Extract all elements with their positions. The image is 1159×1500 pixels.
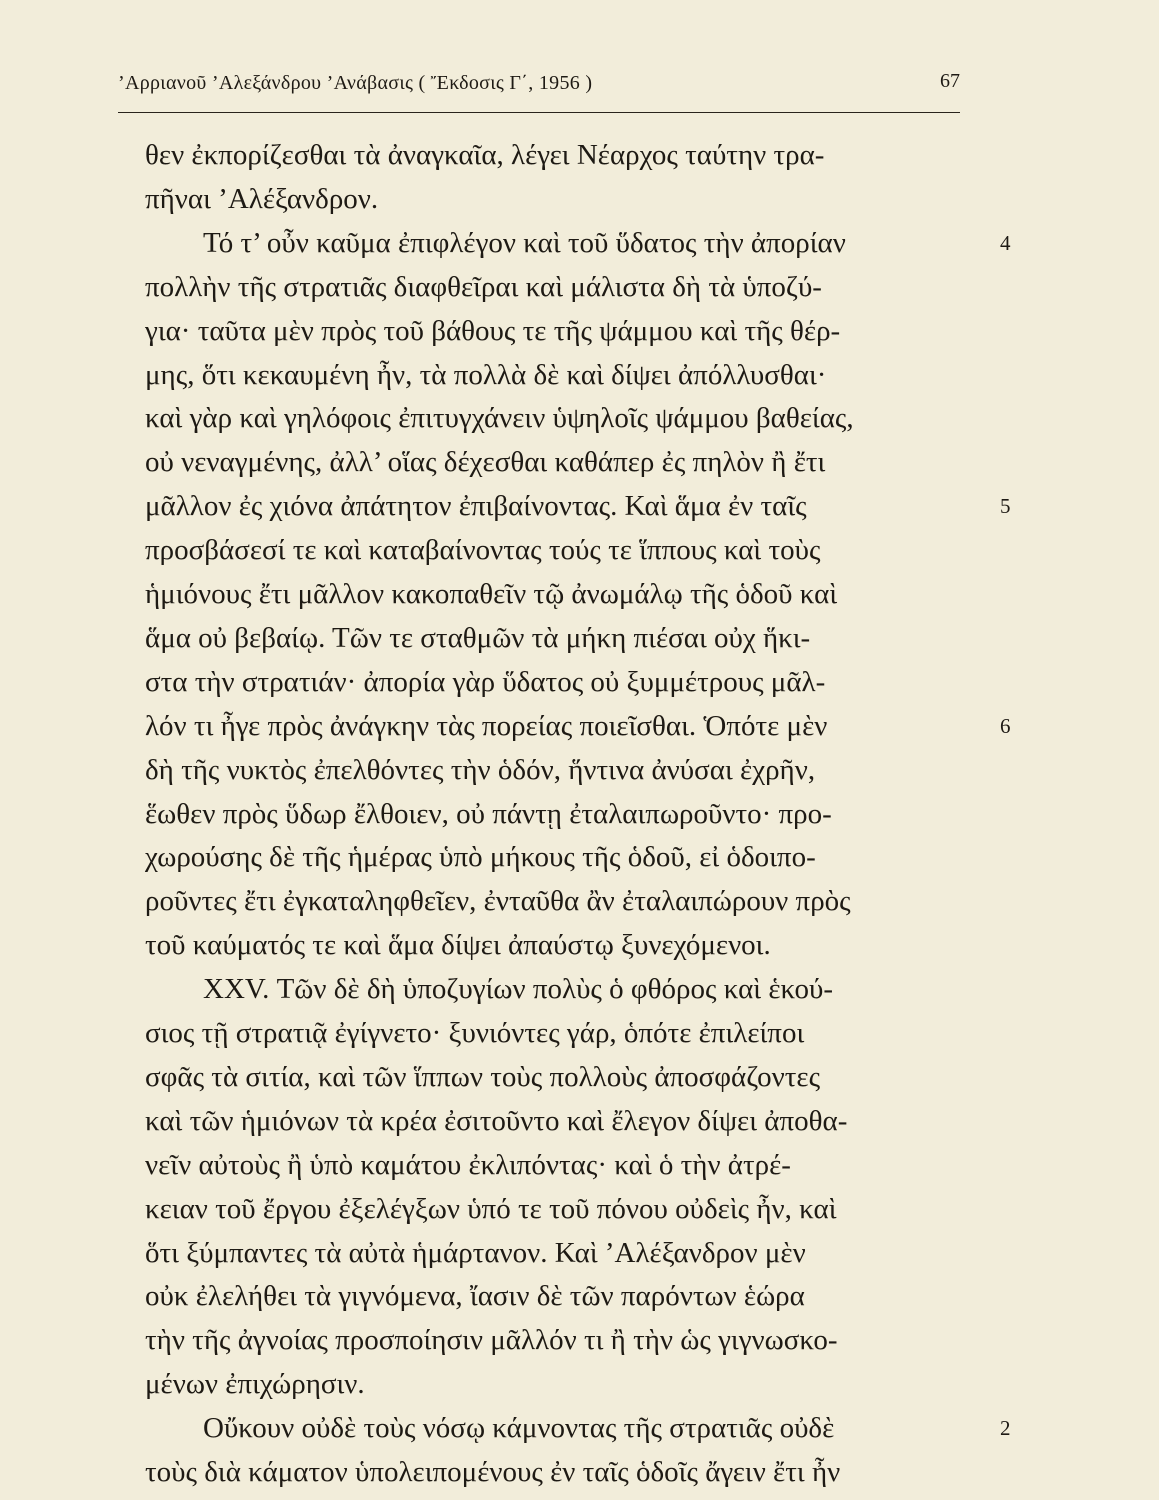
page-number: 67	[940, 70, 960, 92]
section-number: 4	[1000, 230, 1011, 255]
text-line: μένων ἐπιχώρησιν.	[145, 1368, 365, 1401]
text-line: σφᾶς τὰ σιτία, καὶ τῶν ἵππων τοὺς πολλοὺς ἀποσφάζοντες	[145, 1060, 821, 1093]
text-line: Τό τ’ οὖν καῦμα ἐπιφλέγον καὶ τοῦ ὕδατος τὴν ἀπορίαν	[203, 226, 846, 259]
text-line: τοῦ καύματός τε καὶ ἅμα δίψει ἀπαύστῳ ξυνεχόμενοι.	[145, 929, 771, 962]
text-line: μᾶλλον ἐς χιόνα ἀπάτητον ἐπιβαίνοντας. Καὶ ἅμα ἐν ταῖς	[145, 490, 807, 523]
text-line: οὐ νεναγμένης, ἀλλ’ οἵας δέχεσθαι καθάπερ ἐς πηλὸν ἢ ἔτι	[145, 446, 826, 479]
text-line: χωρούσης δὲ τῆς ἡμέρας ὑπὸ μήκους τῆς ὁδοῦ, εἰ ὁδοιπο-	[145, 841, 816, 874]
text-line: ἅμα οὐ βεβαίῳ. Τῶν τε σταθμῶν τὰ μήκη πιέσαι οὐχ ἥκι-	[145, 621, 811, 654]
text-line: κειαν τοῦ ἔργου ἐξελέγξων ὑπό τε τοῦ πόνου οὐδεὶς ἦν, καὶ	[145, 1192, 837, 1225]
section-number: 2	[1000, 1416, 1011, 1441]
text-line: προσβάσεσί τε καὶ καταβαίνοντας τούς τε ἵππους καὶ τοὺς	[145, 534, 821, 567]
section-number: 5	[1000, 494, 1011, 519]
section-number: 6	[1000, 713, 1011, 738]
text-line: τοὺς διὰ κάματον ὑπολειπομένους ἐν ταῖς ὁδοῖς ἄγειν ἔτι ἦν	[145, 1456, 841, 1488]
text-line: μης, ὅτι κεκαυμένη ἦν, τὰ πολλὰ δὲ καὶ δίψει ἀπόλλυσθαι·	[145, 358, 827, 391]
text-line: για· ταῦτα μὲν πρὸς τοῦ βάθους τε τῆς ψάμμου καὶ τῆς θέρ-	[145, 314, 841, 347]
text-line: νεῖν αὐτοὺς ἢ ὑπὸ καμάτου ἐκλιπόντας· καὶ ὁ τὴν ἀτρέ-	[145, 1148, 791, 1181]
text-line: σιος τῇ στρατιᾷ ἐγίγνετο· ξυνιόντες γάρ, ὁπότε ἐπιλείποι	[145, 1017, 805, 1049]
text-line: τὴν τῆς ἀγνοίας προσποίησιν μᾶλλόν τι ἢ τὴν ὡς γιγνωσκο-	[145, 1324, 838, 1357]
text-line: καὶ τῶν ἡμιόνων τὰ κρέα ἐσιτοῦντο καὶ ἔλεγον δίψει ἀποθα-	[145, 1104, 848, 1137]
text-line: πῆναι ’Αλέξανδρον.	[145, 182, 379, 215]
text-line: πολλὴν τῆς στρατιᾶς διαφθεῖραι καὶ μάλιστα δὴ τὰ ὑποζύ-	[145, 270, 822, 303]
text-line: Οὔκουν οὐδὲ τοὺς νόσῳ κάμνοντας τῆς στρατιᾶς οὐδὲ	[203, 1412, 835, 1445]
text-line: θεν ἐκπορίζεσθαι τὰ ἀναγκαῖα, λέγει Νέαρχος ταύτην τρα-	[145, 139, 825, 171]
text-line: στα τὴν στρατιάν· ἀπορία γὰρ ὕδατος οὐ ξυμμέτρους μᾶλ-	[145, 665, 826, 698]
text-line: λόν τι ἦγε πρὸς ἀνάγκην τὰς πορείας ποιεῖσθαι. Ὁπότε μὲν	[145, 709, 828, 742]
text-line: ἡμιόνους ἔτι μᾶλλον κακοπαθεῖν τῷ ἀνωμάλῳ τῆς ὁδοῦ καὶ	[145, 578, 838, 610]
text-line: ὅτι ξύμπαντες τὰ αὐτὰ ἡμάρτανον. Καὶ ’Αλέξανδρον μὲν	[145, 1236, 806, 1269]
text-line: δὴ τῆς νυκτὸς ἐπελθόντες τὴν ὁδόν, ἥντινα ἀνύσαι ἐχρῆν,	[145, 753, 816, 786]
text-line: καὶ γὰρ καὶ γηλόφοις ἐπιτυγχάνειν ὑψηλοῖς ψάμμου βαθείας,	[145, 402, 854, 435]
text-line: ροῦντες ἔτι ἐγκαταληφθεῖεν, ἐνταῦθα ἂν ἐταλαιπώρουν πρὸς	[145, 885, 851, 918]
text-line: ἕωθεν πρὸς ὕδωρ ἔλθοιεν, οὐ πάντῃ ἐταλαιπωροῦντο· προ-	[145, 797, 832, 830]
header-title: ’Αρριανοῦ ’Αλεξάνδρου ’Ανάβασις ( Ἔκδοσις Γ΄, 1956 )	[118, 72, 593, 94]
text-line: οὐκ ἐλελήθει τὰ γιγνόμενα, ἴασιν δὲ τῶν παρόντων ἑώρα	[145, 1280, 805, 1313]
text-line: XXV. Τῶν δὲ δὴ ὑποζυγίων πολὺς ὁ φθόρος καὶ ἑκού-	[203, 973, 834, 1006]
